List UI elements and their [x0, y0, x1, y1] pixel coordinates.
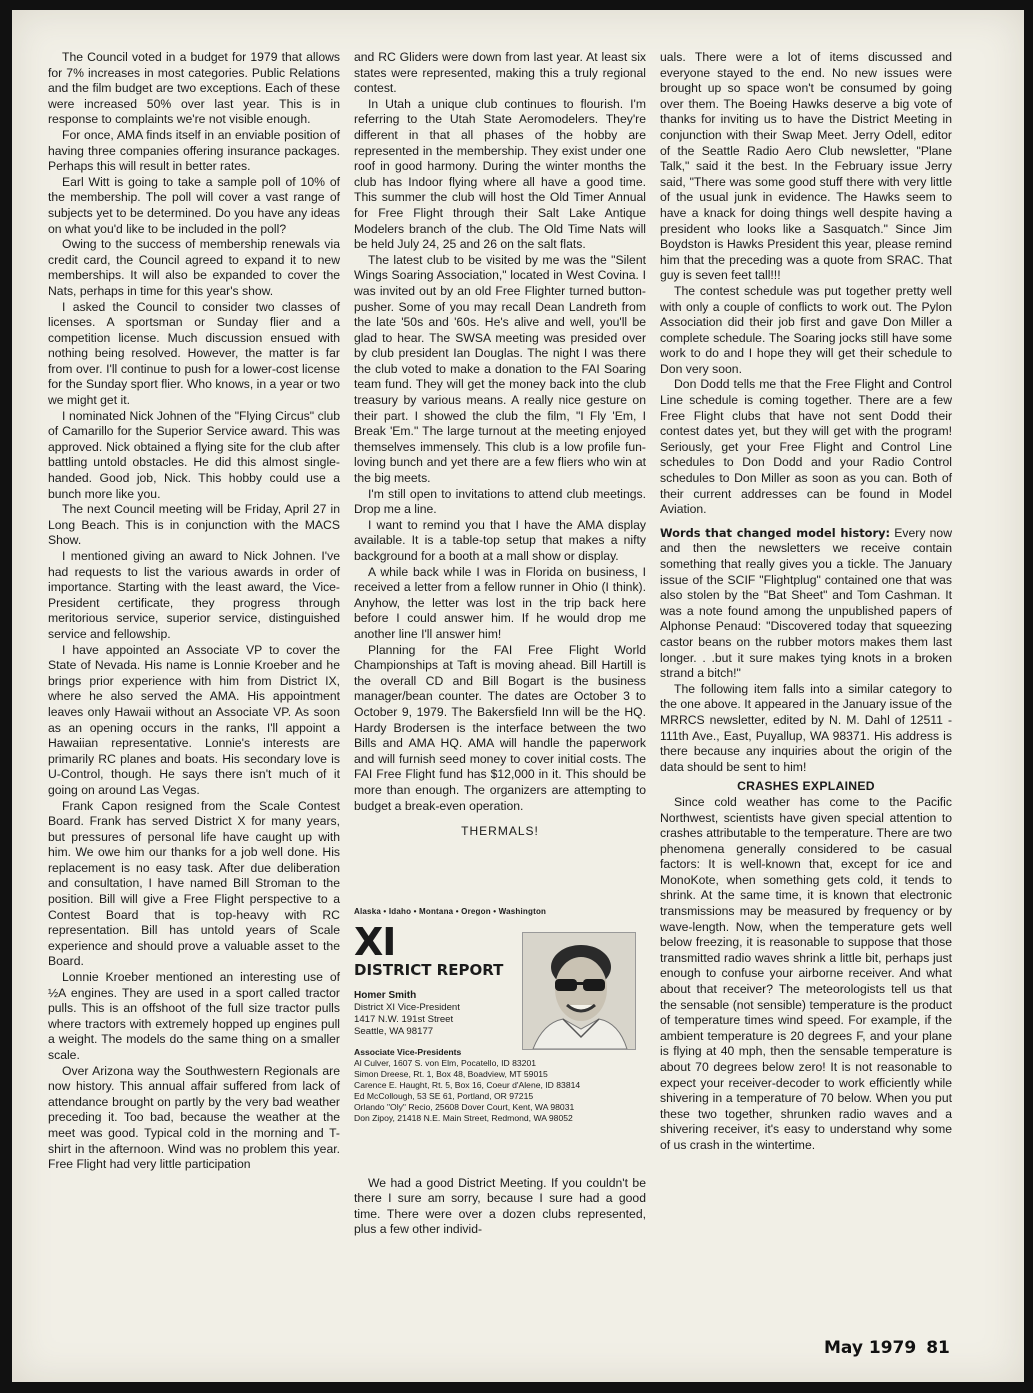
paragraph: I nominated Nick Johnen of the "Flying Circus" club of Camarillo for the Superior Service award. This was approved. Nick obtained a flying site for the club after battling untold obstacles. He did this almost single-handed. Good job, Nick. This hobby could use a bunch more like you.: [48, 408, 340, 501]
paragraph: For once, AMA finds itself in an enviable position of having three companies offering insurance packages. Perhaps this will result in better rates.: [48, 127, 340, 174]
paragraph: The contest schedule was put together pretty well with only a couple of conflicts to work out. The Pylon Association did their job first and gave Don Miller a complete schedule. The Soaring jocks still have some work to do and I hope they will get their schedule to Don very soon.: [660, 283, 952, 376]
column-1: [48, 50, 340, 1173]
paragraph: Don Dodd tells me that the Free Flight and Control Line schedule is coming together. There are a few Free Flight clubs that have not sent Dodd their contest dates yet, but they will get with the program! Seriously, get your Free Flight and Control Line schedules to Don Dodd and your Radio Control schedules to Don Miller as soon as you can. Both of their current addresses can be found in Model Aviation.: [660, 377, 952, 517]
district-number: XI: [354, 919, 396, 964]
paragraph: I asked the Council to consider two classes of licenses. A sportsman or Sunday flier and a competition license. Much discussion ensued with nothing being resolved. However, the matter is far from over. I'll continue to push for a lower-cost license for the Sunday sport flier. Who knows, in a year or two we might get it.: [48, 299, 340, 408]
paragraph: Over Arizona way the Southwestern Regionals are now history. This annual affair suffered from lack of attendance brought on partly by the very bad weather preceding it. Too bad, because the weather at the meet was good. Typical cold in the morning and T-shirt in the afternoon. Wind was no problem this year. Free Flight had very little participation: [48, 1063, 340, 1172]
issue-date: May 1979: [824, 1338, 917, 1358]
paragraph: uals. There were a lot of items discussed and everyone stayed to the end. No new issues were brought up so space won't be consumed by going over them. The Boeing Hawks deserve a big vote of thanks for inviting us to have the District Meeting in conjunction with their Swap Meet. Jerry Odell, editor of the Seattle Radio Aero Club newsletter, "Plane Talk," said it the best. In the February issue Jerry said, "There was some good stuff there with very little of the usual junk in evidence. The Hawks seem to have a knack for doing things well despite having a president who looks like a Sasquatch." Since Jim Boydston is Hawks President this year, please remind him that the preceding was a quote from SRAC. That guy is seven feet tall!!!: [660, 50, 952, 283]
paragraph: The next Council meeting will be Friday, April 27 in Long Beach. This is in conjunction with the MACS Show.: [48, 502, 340, 548]
associate-line: Simon Dreese, Rt. 1, Box 48, Boadview, MT 59015: [354, 1068, 548, 1079]
paragraph: Owing to the success of membership renewals via credit card, the Council agreed to expand it to new memberships. It will also be expanded to cover the Nats, perhaps in time for this year's show.: [48, 237, 340, 298]
vp-portrait-photo: [522, 932, 636, 1050]
paragraph: The Council voted in a budget for 1979 that allows for 7% increases in most categories. Public Relations and the film budget are two exceptions. Each of these were increased 50% over last year. This is in response to complaints we're not visible enough.: [48, 50, 340, 127]
words-section: [660, 526, 952, 682]
district-report-title: DISTRICT REPORT: [354, 960, 504, 979]
paragraph: Earl Witt is going to take a sample poll of 10% of the membership. The poll will cover a vast range of subjects yet to be determined. Do you have any ideas on what you'd like to be included in the poll?: [48, 174, 340, 236]
portrait-illustration: [523, 933, 635, 1049]
paragraph: Planning for the FAI Free Flight World Championships at Taft is moving ahead. Bill Hartill is the overall CD and Bill Bogart is the business manager/bean counter. The dates are October 3 to October 9, 1979. The Bakersfield Inn will be the HQ. Hardy Brodersen is the interface between the two Bills and AMA HQ. AMA will handle the paperwork and will furnish seed money to cover initial costs. The FAI Free Flight fund has $12,000 in it. This should be more than enough. The organizers are attempting to budget a break-even operation.: [354, 642, 646, 813]
paragraph: Frank Capon resigned from the Scale Contest Board. Frank has served District X for many years, but pressures of personal life have caught up with him. We owe him our thanks for a job well done. His replacement is no easy task. After due deliberation and consultation, I have named Bill Stroman to the position. Bill will give a Free Flight perspective to a Contest Board that is top-heavy with RC representation. Bill has untold years of Scale experience and should prove a valuable asset to the Board.: [48, 798, 340, 969]
vp-name: Homer Smith: [354, 989, 417, 1001]
paragraph: The latest club to be visited by me was the "Silent Wings Soaring Association," located in West Covina. I was invited out by an old Free Flighter turned button-pusher. Some of you may recall Dean Landreth from the late '50s and '60s. He's alive and well, you'll be glad to hear. The SWSA meeting was presided over by club president Ian Douglas. The night I was there the club voted to make a donation to the FAI Soaring team fund. They will get the money back into the club treasury by various means. A really nice gesture on their part. I showed the club the film, "I Fly 'Em, I Break 'Em." The large turnout at the meeting enjoyed themselves immensely. This club is a low profile fun-loving bunch and yet there are a few fliers who win at the big meets.: [354, 252, 646, 486]
paragraph: I'm still open to invitations to attend club meetings. Drop me a line.: [354, 486, 646, 517]
associate-line: Orlando "Oly" Recio, 25608 Dover Court, Kent, WA 98031: [354, 1101, 575, 1112]
section-heading: CRASHES EXPLAINED: [737, 779, 875, 794]
paragraph: I have appointed an Associate VP to cover the State of Nevada. His name is Lonnie Kroeber and he brings prior experience with him from District IX, where he also served the AMA. His appointment leaves only Hawaii without an Associate VP. As soon as an opening occurs in the ranks, I'll appoint a Hawaiian representative. Lonnie's interests are primarily RC planes and boats. His secondary love is U-Control, though. He says there isn't much of it going on around Las Vegas.: [48, 642, 340, 797]
closing-tag: THERMALS!: [461, 824, 539, 839]
paragraph: We had a good District Meeting. If you couldn't be there I sure am sorry, because I sure had a good time. There were over a dozen clubs represented, plus a few other individ-: [354, 1175, 646, 1237]
associates-heading: Associate Vice-Presidents: [354, 1046, 462, 1057]
paragraph: In Utah a unique club continues to flourish. I'm referring to the Utah State Aeromodelers. They're different in that all phases of the hobby are represented in the membership. They exist under one roof in good harmony. During the winter months the club has Indoor flying where all have a good time. This summer the club will host the Old Timer Annual for Free Flight through their Salt Lake Antique Modelers branch of the club. The Old Time Nats will be held July 24, 25 and 26 on the salt flats.: [354, 96, 646, 252]
words-section-body: Every now and then the newsletters we receive contain something that really gives you a tickle. The January issue of the SCIF "Flightplug" contained one that was also stolen by the "Bat Sheet" and Tom Cashman. It was a note found among the unpublished papers of Alphonse Penaud: "Discovered today that squeezing castor beans on the rubber motors makes them last longer. . .but it sure makes tying knots in a broken strand a bitch!": [660, 525, 952, 681]
vp-address-line1: 1417 N.W. 191st Street: [354, 1013, 454, 1025]
district-report-box: [354, 906, 644, 1176]
page-footer: [824, 1338, 950, 1358]
paragraph: I mentioned giving an award to Nick Johnen. I've had requests to list the various awards in order of importance. Starting with the least award, the Vice-President certificate, they progress through meritorious service, superior service, distinguished service and fellowship.: [48, 549, 340, 641]
magazine-page: [12, 10, 1024, 1382]
vp-role: District XI Vice-President: [354, 1001, 460, 1013]
associate-line: Carence E. Haught, Rt. 5, Box 16, Coeur d'Alene, ID 83814: [354, 1079, 581, 1090]
paragraph: The following item falls into a similar category to the one above. It appeared in the January issue of the MRRCS newsletter, edited by N. M. Dahl of 12511 - 111th Ave., East, Puyallup, WA 98371. His address is there because any inquiries about the origin of the data should be sent to him!: [660, 681, 952, 774]
page-number: 81: [926, 1338, 950, 1358]
vp-address-line2: Seattle, WA 98177: [354, 1025, 434, 1037]
paragraph: I want to remind you that I have the AMA display available. It is a table-top setup that makes a nifty background for a booth at a mall show or display.: [354, 517, 646, 563]
associate-line: Ed McCollough, 53 SE 61, Portland, OR 97215: [354, 1090, 534, 1101]
associate-line: Don Zipoy, 21418 N.E. Main Street, Redmond, WA 98052: [354, 1112, 573, 1123]
paragraph: Since cold weather has come to the Pacific Northwest, scientists have given special attention to crashes attributable to the temperature. There are two phenomena generally considered to be casual factors: It is well-known that, except for ice and MonoKote, when something gets cold, it tends to shrink. At the same time, it is known that electronic transmissions may be measured by frequency or by wave-length. Now, when the temperature gets well below freezing, it is reasonable to suppose that those transmitted radio waves shrink a little bit, perhaps just enough to confuse your airborne receiver. And what about that receiver? The meteorologists tell us that the sensable (not sensible) temperature is the product of temperature times wind speed. For example, if the ambient temperature is 20 degrees F, and your plane is flying at 40 mph, then the sensable temperature is about 70 degrees below zero! It is not reasonable to expect your receiver-decoder to work efficiently while shivering in a temperature of 70 below. When you put these two together, shrunken radio waves and a shivering receiver, it's easy to understand why some of us crash in the wintertime.: [660, 794, 952, 1152]
district-states: Alaska • Idaho • Montana • Oregon • Washington: [354, 906, 547, 916]
words-section-heading: Words that changed model history:: [660, 525, 891, 540]
paragraph: A while back while I was in Florida on business, I received a letter from a fellow runner in Ohio (I think). Anyhow, the letter was lost in the trip back here before I could answer him. If he would drop me another line I'll answer him!: [354, 564, 646, 641]
column-2: [354, 50, 646, 1238]
paragraph: and RC Gliders were down from last year. At least six states were represented, making this a truly regional contest.: [354, 50, 646, 96]
associate-line: Al Culver, 1607 S. von Elm, Pocatello, ID 83201: [354, 1057, 536, 1068]
paragraph: Lonnie Kroeber mentioned an interesting use of ½A engines. They are used in a sport called tractor pulls. This is an offshoot of the full size tractor pulls where tractors with extremely hopped up engines pull a weight. The models do the same thing on a smaller scale.: [48, 970, 340, 1062]
column-3: [660, 50, 952, 1154]
